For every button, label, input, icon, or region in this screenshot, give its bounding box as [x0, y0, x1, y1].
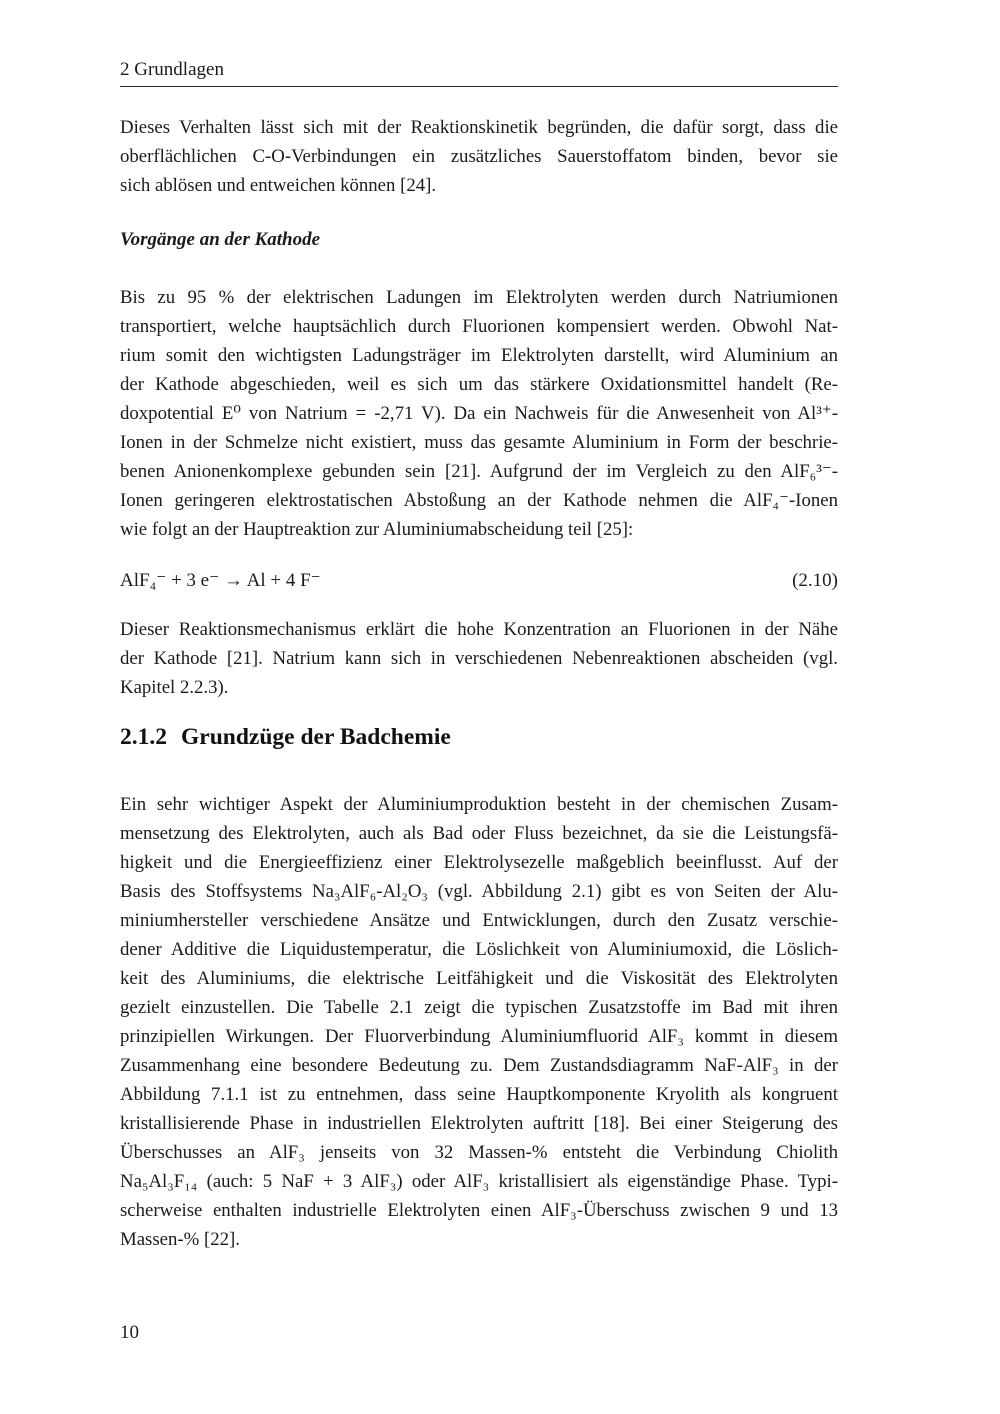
subheading-vorgaenge-kathode: Vorgänge an der Kathode	[120, 229, 321, 250]
text-line: rium somit den wichtigsten Ladungsträger im Elektrolyten darstellt, wird Aluminium an	[120, 345, 838, 366]
text-line: miniumhersteller verschiedene Ansätze und Entwicklungen, durch den Zusatz verschie-	[120, 910, 838, 931]
section-heading	[120, 724, 838, 751]
text-line: sich ablösen und entweichen können [24].	[120, 175, 437, 196]
paragraph-cathode-processes	[120, 283, 838, 544]
text-line: Dieser Reaktionsmechanismus erklärt die hohe Konzentration an Fluorionen in der Nähe	[120, 619, 838, 640]
paragraph-badchemie	[120, 790, 838, 1254]
text-line: Massen-% [22].	[120, 1229, 240, 1250]
page-number: 10	[120, 1322, 139, 1343]
text-line: Abbildung 7.1.1 ist zu entnehmen, dass seine Hauptkomponente Kryolith als kongruent	[120, 1084, 838, 1105]
text-line: higkeit und die Energieeffizienz einer Elektrolysezelle maßgeblich beeinflusst. Auf der	[120, 852, 838, 873]
section-number: 2.1.2	[120, 724, 167, 750]
text-line: prinzipiellen Wirkungen. Der Fluorverbindung Aluminiumfluorid AlF₃ kommt in diesem	[120, 1026, 838, 1047]
text-line: oberflächlichen C-O-Verbindungen ein zusätzliches Sauerstoffatom binden, bevor sie	[120, 146, 838, 167]
text-line: mensetzung des Elektrolyten, auch als Bad oder Fluss bezeichnet, da sie die Leistungsfä-	[120, 823, 838, 844]
text-line: der Kathode abgeschieden, weil es sich um das stärkere Oxidationsmittel handelt (Re-	[120, 374, 838, 395]
text-line: Zusammenhang eine besondere Bedeutung zu. Dem Zustandsdiagramm NaF-AlF₃ in der	[120, 1055, 838, 1076]
text-line: gezielt einzustellen. Die Tabelle 2.1 zeigt die typischen Zusatzstoffe im Bad mit ihren	[120, 997, 838, 1018]
text-line: Ionen geringeren elektrostatischen Abstoßung an der Kathode nehmen die AlF₄⁻-Ionen	[120, 490, 838, 511]
text-line: kristallisierende Phase in industriellen Elektrolyten auftritt [18]. Bei einer Steigerung des	[120, 1113, 838, 1134]
text-line: benen Anionenkomplexe gebunden sein [21]. Aufgrund der im Vergleich zu den AlF₆³⁻-	[120, 461, 838, 482]
equation-number: (2.10)	[792, 570, 838, 591]
text-line: der Kathode [21]. Natrium kann sich in verschiedenen Nebenreaktionen abscheiden (vgl.	[120, 648, 838, 669]
text-line: Na₅Al₃F₁₄ (auch: 5 NaF + 3 AlF₃) oder AlF₃ kristallisiert als eigenständige Phase. Typi-	[120, 1171, 838, 1192]
text-line: doxpotential E⁰ von Natrium = -2,71 V). Da ein Nachweis für die Anwesenheit von Al³⁺-	[120, 403, 838, 424]
text-line: wie folgt an der Hauptreaktion zur Aluminiumabscheidung teil [25]:	[120, 519, 634, 540]
running-header: 2 Grundlagen	[120, 59, 224, 80]
section-title: Grundzüge der Badchemie	[181, 724, 451, 750]
text-line: Bis zu 95 % der elektrischen Ladungen im Elektrolyten werden durch Natriumionen	[120, 287, 838, 308]
header-rule	[120, 86, 838, 87]
text-line: keit des Aluminiums, die elektrische Leitfähigkeit und die Viskosität des Elektrolyten	[120, 968, 838, 989]
text-line: Ein sehr wichtiger Aspekt der Aluminiumproduktion besteht in der chemischen Zusam-	[120, 794, 838, 815]
text-line: Kapitel 2.2.3).	[120, 677, 229, 698]
equation-formula: AlF₄⁻ + 3 e⁻ → Al + 4 F⁻	[120, 570, 321, 591]
text-line: dener Additive die Liquidustemperatur, die Löslichkeit von Aluminiumoxid, die Löslich-	[120, 939, 838, 960]
text-line: Dieses Verhalten lässt sich mit der Reaktionskinetik begründen, die dafür sorgt, dass die	[120, 117, 838, 138]
text-line: transportiert, welche hauptsächlich durch Fluorionen kompensiert werden. Obwohl Nat-	[120, 316, 838, 337]
paragraph-reaction-kinetics	[120, 113, 838, 200]
text-line: Ionen in der Schmelze nicht existiert, muss das gesamte Aluminium in Form der beschrie-	[120, 432, 838, 453]
text-line: Überschusses an AlF₃ jenseits von 32 Massen-% entsteht die Verbindung Chiolith	[120, 1142, 838, 1163]
paragraph-reaction-mechanism	[120, 615, 838, 702]
equation-row	[120, 566, 838, 595]
text-line: Basis des Stoffsystems Na₃AlF₆-Al₂O₃ (vgl. Abbildung 2.1) gibt es von Seiten der Alu-	[120, 881, 838, 902]
text-line: scherweise enthalten industrielle Elektrolyten einen AlF₃-Überschuss zwischen 9 und 13	[120, 1200, 838, 1221]
